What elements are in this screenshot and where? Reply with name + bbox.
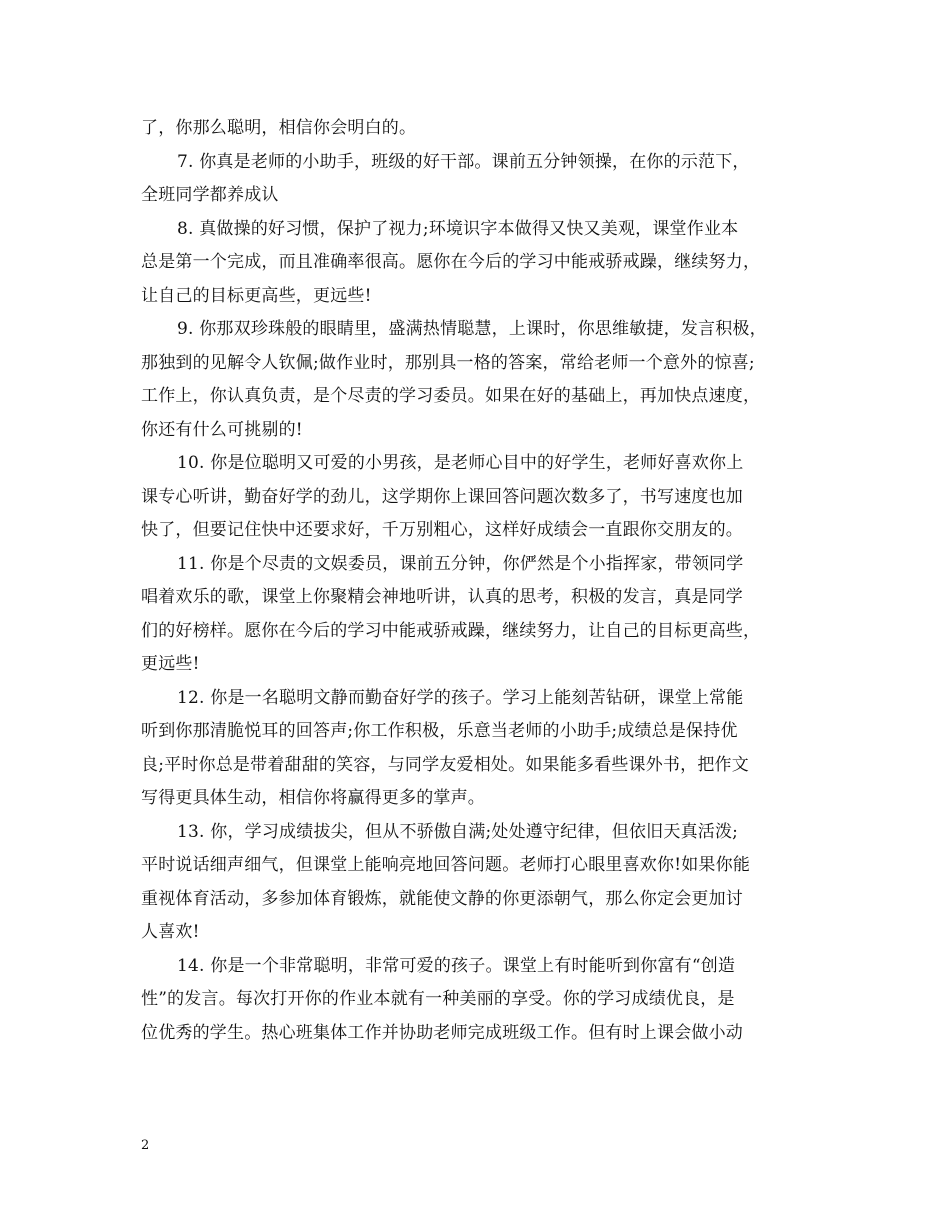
text-line: 13. 你，学习成绩拔尖，但从不骄傲自满;处处遵守纪律，但依旧天真活泼; (177, 821, 739, 842)
text-line: 10. 你是位聪明又可爱的小男孩，是老师心目中的好学生，老师好喜欢你上 (177, 453, 744, 473)
text-line: 9. 你那双珍珠般的眼睛里，盛满热情聪慧，上课时，你思维敏捷，发言积极， (177, 319, 767, 339)
text-line: 12. 你是一名聪明文静而勤奋好学的孩子。学习上能刻苦钻研，课堂上常能 (177, 687, 744, 708)
text-line: 课专心听讲，勤奋好学的劲儿，这学期你上课回答问题次数多了，书写速度也加 (141, 486, 743, 507)
document-body (141, 112, 814, 1050)
text-line: 8. 真做操的好习惯，保护了视力;环境识字本做得又快又美观，课堂作业本 (177, 218, 739, 239)
text-line: 良;平时你总是带着甜甜的笑容，与同学友爱相处。如果能多看些课外书，把作文 (141, 754, 749, 775)
text-line: 更远些! (141, 654, 200, 674)
text-line: 7. 你真是老师的小助手，班级的好干部。课前五分钟领操，在你的示范下， (177, 151, 750, 172)
text-line: 写得更具体生动，相信你将赢得更多的掌声。 (141, 788, 485, 808)
text-line: 们的好榜样。愿你在今后的学习中能戒骄戒躁，继续努力，让自己的目标更高些， (141, 620, 761, 641)
text-line: 11. 你是个尽责的文娱委员，课前五分钟，你俨然是个小指挥家，带领同学 (177, 553, 744, 574)
text-line: 那独到的见解令人钦佩;做作业时，那别具一格的答案，常给老师一个意外的惊喜; (141, 352, 755, 373)
text-line: 人喜欢! (141, 922, 200, 942)
text-line: 让自己的目标更高些，更远些! (141, 285, 372, 306)
text-line: 位优秀的学生。热心班集体工作并协助老师完成班级工作。但有时上课会做小动 (141, 1022, 743, 1043)
page-number: 2 (141, 1138, 150, 1153)
text-line: 快了，但要记住快中还要求好，千万别粗心，这样好成绩会一直跟你交朋友的。 (141, 520, 743, 540)
text-line: 重视体育活动，多参加体育锻炼，就能使文静的你更添朝气，那么你定会更加讨 (141, 888, 743, 909)
text-line: 工作上，你认真负责，是个尽责的学习委员。如果在好的基础上，再加快点速度， (141, 386, 761, 406)
text-line: 总是第一个完成，而且准确率很高。愿你在今后的学习中能戒骄戒躁，继续努力， (141, 252, 761, 272)
text-line: 性”的发言。每次打开你的作业本就有一种美丽的享受。你的学习成绩优良，是 (141, 989, 735, 1009)
text-line: 你还有什么可挑剔的! (141, 419, 303, 440)
text-line: 听到你那清脆悦耳的回答声;你工作积极，乐意当老师的小助手;成绩总是保持优 (141, 721, 738, 741)
text-line: 全班同学都养成认 (141, 185, 279, 205)
text-line: 了，你那么聪明，相信你会明白的。 (141, 118, 417, 138)
text-line: 平时说话细声细气，但课堂上能响亮地回答问题。老师打心眼里喜欢你!如果你能 (141, 855, 751, 875)
text-line: 14. 你是一个非常聪明，非常可爱的孩子。课堂上有时能听到你富有“创造 (177, 955, 736, 976)
text-line: 唱着欢乐的歌，课堂上你聚精会神地听讲，认真的思考，积极的发言，真是同学 (141, 587, 743, 607)
